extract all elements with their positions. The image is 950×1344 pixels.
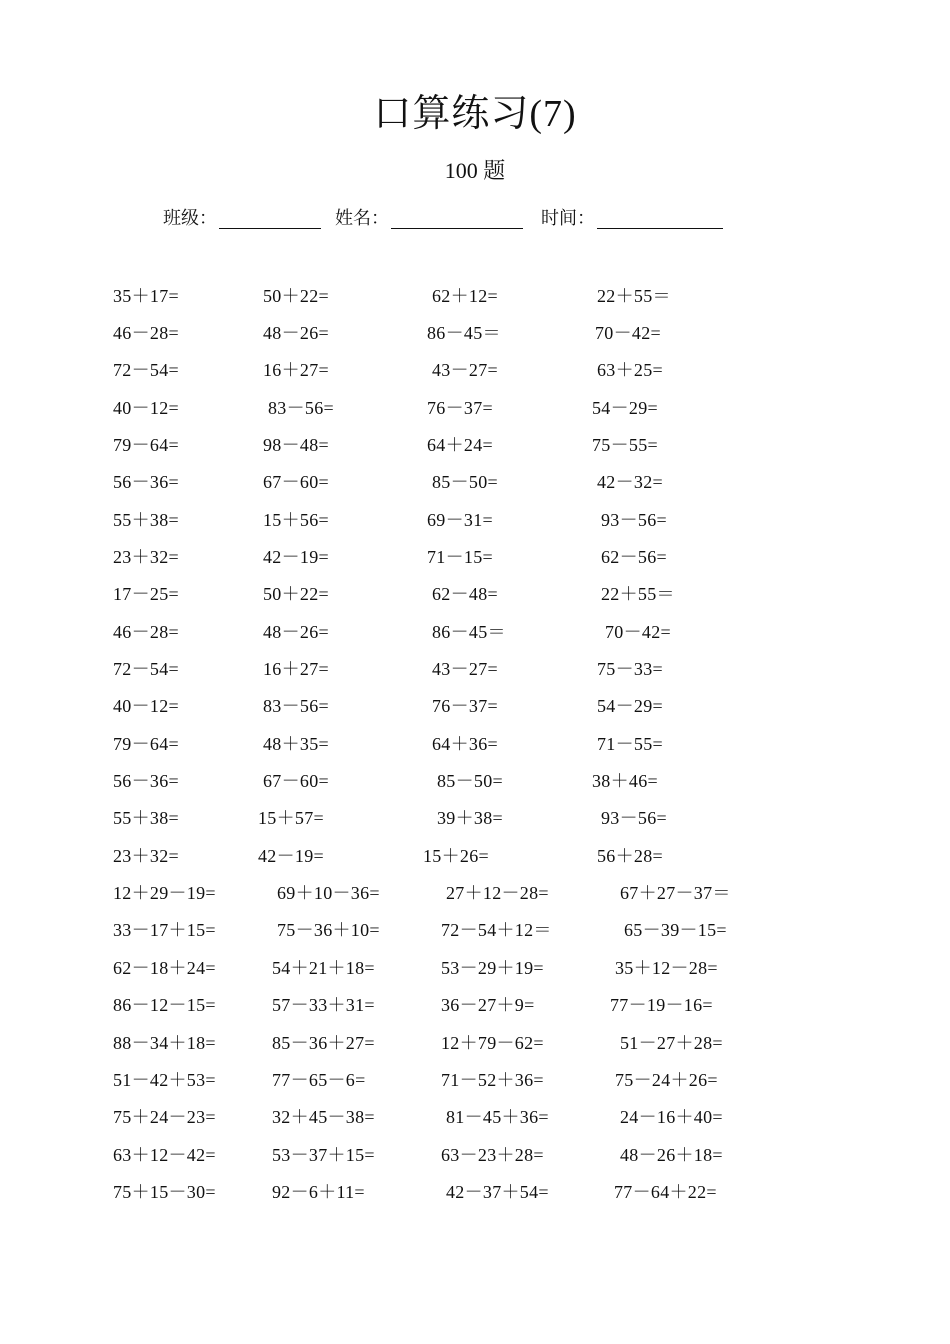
math-problem: 75＋24－23= <box>113 1107 216 1127</box>
math-problem: 55＋38= <box>113 510 179 530</box>
math-problem: 27＋12－28= <box>446 883 549 903</box>
math-problem: 86－45＝ <box>432 622 506 642</box>
math-problem: 15＋56= <box>263 510 329 530</box>
math-problem: 48＋35= <box>263 734 329 754</box>
math-problem: 75＋15－30= <box>113 1182 216 1202</box>
class-label: 班级： <box>163 208 217 228</box>
problem-row <box>0 1141 950 1171</box>
math-problem: 63－23＋28= <box>441 1145 544 1165</box>
math-problem: 54－29= <box>592 398 658 418</box>
math-problem: 48－26= <box>263 622 329 642</box>
math-problem: 51－42＋53= <box>113 1070 216 1090</box>
math-problem: 43－27= <box>432 360 498 380</box>
problem-row <box>0 431 950 461</box>
math-problem: 79－64= <box>113 734 179 754</box>
math-problem: 81－45＋36= <box>446 1107 549 1127</box>
math-problem: 86－12－15= <box>113 995 216 1015</box>
math-problem: 62－48= <box>432 584 498 604</box>
math-problem: 88－34＋18= <box>113 1033 216 1053</box>
math-problem: 42－19= <box>263 547 329 567</box>
math-problem: 93－56= <box>601 510 667 530</box>
math-problem: 93－56= <box>601 808 667 828</box>
math-problem: 77－64＋22= <box>614 1182 717 1202</box>
problem-row <box>0 692 950 722</box>
math-problem: 22＋55＝ <box>601 584 675 604</box>
problem-row <box>0 543 950 573</box>
math-problem: 77－19－16= <box>610 995 713 1015</box>
math-problem: 70－42= <box>595 323 661 343</box>
problem-row <box>0 468 950 498</box>
math-problem: 51－27＋28= <box>620 1033 723 1053</box>
math-problem: 22＋55＝ <box>597 286 671 306</box>
problem-row <box>0 506 950 536</box>
name-label: 姓名： <box>335 208 389 228</box>
math-problem: 48－26= <box>263 323 329 343</box>
math-problem: 75－36＋10= <box>277 920 380 940</box>
math-problem: 23＋32= <box>113 547 179 567</box>
math-problem: 12＋79－62= <box>441 1033 544 1053</box>
math-problem: 35＋17= <box>113 286 179 306</box>
math-problem: 79－64= <box>113 435 179 455</box>
problem-row <box>0 356 950 386</box>
math-problem: 15＋26= <box>423 846 489 866</box>
name-blank-line[interactable] <box>391 228 523 229</box>
math-problem: 75－24＋26= <box>615 1070 718 1090</box>
math-problem: 71－15= <box>427 547 493 567</box>
problem-row <box>0 1103 950 1133</box>
math-problem: 43－27= <box>432 659 498 679</box>
math-problem: 85－50= <box>437 771 503 791</box>
math-problem: 69－31= <box>427 510 493 530</box>
math-problem: 33－17＋15= <box>113 920 216 940</box>
math-problem: 17－25= <box>113 584 179 604</box>
problem-row <box>0 954 950 984</box>
math-problem: 46－28= <box>113 622 179 642</box>
math-problem: 75－33= <box>597 659 663 679</box>
math-problem: 76－37= <box>427 398 493 418</box>
math-problem: 54＋21＋18= <box>272 958 375 978</box>
math-problem: 62－56= <box>601 547 667 567</box>
math-problem: 85－36＋27= <box>272 1033 375 1053</box>
math-problem: 42－37＋54= <box>446 1182 549 1202</box>
problem-row <box>0 1178 950 1208</box>
math-problem: 16＋27= <box>263 360 329 380</box>
page-title: 口算练习(7) <box>373 93 577 135</box>
math-problem: 16＋27= <box>263 659 329 679</box>
math-problem: 54－29= <box>597 696 663 716</box>
math-problem: 48－26＋18= <box>620 1145 723 1165</box>
math-problem: 71－52＋36= <box>441 1070 544 1090</box>
problem-row <box>0 282 950 312</box>
math-problem: 69＋10－36= <box>277 883 380 903</box>
math-problem: 70－42= <box>605 622 671 642</box>
math-problem: 39＋38= <box>437 808 503 828</box>
math-problem: 53－29＋19= <box>441 958 544 978</box>
math-problem: 55＋38= <box>113 808 179 828</box>
math-problem: 64＋24= <box>427 435 493 455</box>
problem-row <box>0 842 950 872</box>
math-problem: 63＋25= <box>597 360 663 380</box>
math-problem: 64＋36= <box>432 734 498 754</box>
problem-row <box>0 991 950 1021</box>
math-problem: 71－55= <box>597 734 663 754</box>
math-problem: 32＋45－38= <box>272 1107 375 1127</box>
problem-row <box>0 655 950 685</box>
math-problem: 98－48= <box>263 435 329 455</box>
math-problem: 67－60= <box>263 472 329 492</box>
math-problem: 86－45＝ <box>427 323 501 343</box>
math-problem: 50＋22= <box>263 286 329 306</box>
problem-row <box>0 767 950 797</box>
problem-row <box>0 916 950 946</box>
math-problem: 57－33＋31= <box>272 995 375 1015</box>
math-problem: 42－19= <box>258 846 324 866</box>
math-problem: 50＋22= <box>263 584 329 604</box>
math-problem: 56－36= <box>113 472 179 492</box>
math-problem: 76－37= <box>432 696 498 716</box>
problem-row <box>0 804 950 834</box>
math-problem: 72－54＋12＝ <box>441 920 552 940</box>
math-problem: 72－54= <box>113 659 179 679</box>
math-problem: 56＋28= <box>597 846 663 866</box>
time-blank-line[interactable] <box>597 228 723 229</box>
math-problem: 35＋12－28= <box>615 958 718 978</box>
math-problem: 72－54= <box>113 360 179 380</box>
math-problem: 85－50= <box>432 472 498 492</box>
problem-row <box>0 319 950 349</box>
math-problem: 62＋12= <box>432 286 498 306</box>
math-problem: 77－65－6= <box>272 1070 366 1090</box>
problem-row <box>0 1066 950 1096</box>
math-problem: 65－39－15= <box>624 920 727 940</box>
problem-row <box>0 618 950 648</box>
math-problem: 40－12= <box>113 398 179 418</box>
math-problem: 38＋46= <box>592 771 658 791</box>
math-problem: 23＋32= <box>113 846 179 866</box>
math-problem: 92－6＋11= <box>272 1182 365 1202</box>
problem-row <box>0 580 950 610</box>
math-problem: 15＋57= <box>258 808 324 828</box>
problem-row <box>0 394 950 424</box>
math-problem: 62－18＋24= <box>113 958 216 978</box>
question-count: 100 题 <box>444 158 506 183</box>
math-problem: 63＋12－42= <box>113 1145 216 1165</box>
problem-row <box>0 879 950 909</box>
math-problem: 67－60= <box>263 771 329 791</box>
math-problem: 24－16＋40= <box>620 1107 723 1127</box>
math-problem: 46－28= <box>113 323 179 343</box>
problem-row <box>0 730 950 760</box>
math-problem: 83－56= <box>263 696 329 716</box>
math-problem: 42－32= <box>597 472 663 492</box>
math-problem: 67＋27－37＝ <box>620 883 731 903</box>
math-problem: 40－12= <box>113 696 179 716</box>
math-problem: 12＋29－19= <box>113 883 216 903</box>
math-problem: 56－36= <box>113 771 179 791</box>
math-problem: 53－37＋15= <box>272 1145 375 1165</box>
problem-row <box>0 1029 950 1059</box>
math-problem: 83－56= <box>268 398 334 418</box>
class-blank-line[interactable] <box>219 228 321 229</box>
time-label: 时间： <box>541 208 595 228</box>
math-problem: 75－55= <box>592 435 658 455</box>
math-problem: 36－27＋9= <box>441 995 535 1015</box>
